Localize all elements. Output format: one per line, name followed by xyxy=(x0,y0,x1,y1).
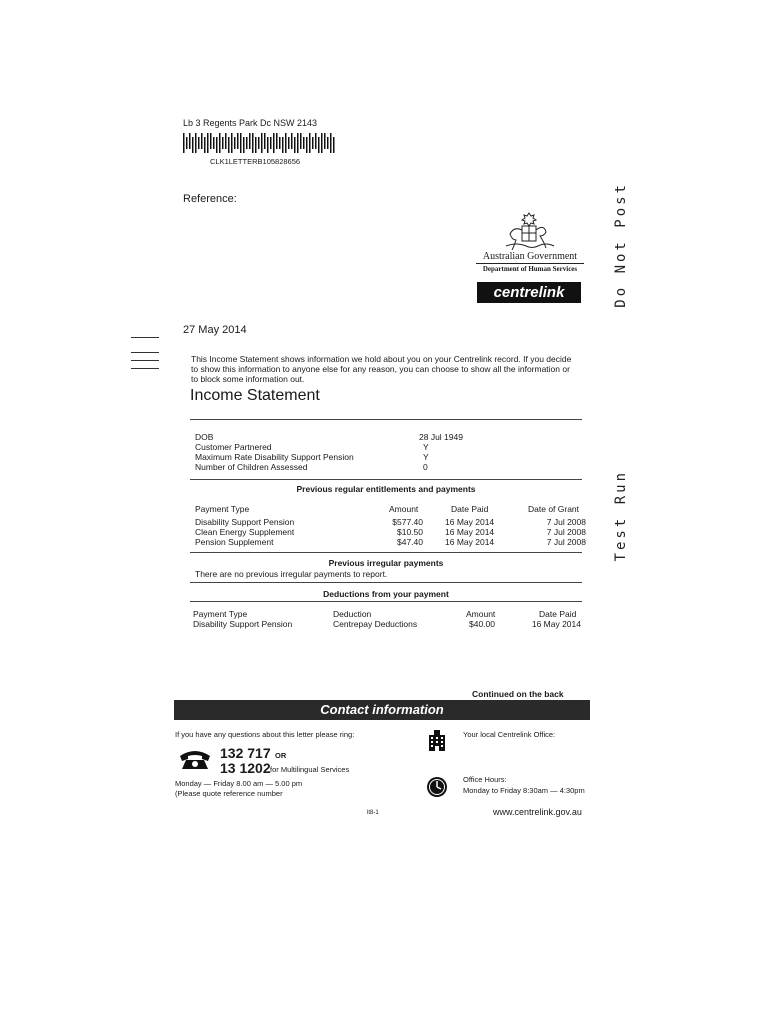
title-divider xyxy=(190,419,582,420)
section-divider xyxy=(190,582,582,583)
column-header: Amount xyxy=(466,609,496,619)
detail-row xyxy=(195,442,495,452)
table-cell: Centrepay Deductions xyxy=(333,619,418,629)
test-run-stamp: Test Run xyxy=(613,470,629,562)
irregular-heading: Previous irregular payments xyxy=(328,558,444,568)
table-row xyxy=(195,537,587,547)
deductions-table xyxy=(193,609,585,633)
detail-value: 28 Jul 1949 xyxy=(419,432,463,442)
regular-payments-table xyxy=(195,504,587,548)
table-cell: $577.40 xyxy=(392,517,423,527)
centrelink-logo: centrelink xyxy=(477,282,581,303)
table-cell: 7 Jul 2008 xyxy=(546,537,586,547)
table-row xyxy=(195,527,587,537)
do-not-post-stamp: Do Not Post xyxy=(613,182,629,308)
table-cell: 16 May 2014 xyxy=(445,517,495,527)
logo-divider xyxy=(476,263,584,264)
detail-label: Customer Partnered xyxy=(195,442,272,452)
table-cell: Pension Supplement xyxy=(195,537,274,547)
table-cell: Disability Support Pension xyxy=(195,517,295,527)
form-code: lt8-1 xyxy=(367,810,379,816)
clock-icon xyxy=(426,776,448,798)
section-divider xyxy=(190,552,582,553)
table-cell: Disability Support Pension xyxy=(193,619,293,629)
table-row xyxy=(193,619,585,629)
column-header: Payment Type xyxy=(193,609,248,619)
phone-hours: Monday — Friday 8.00 am — 5.00 pm xyxy=(175,779,303,788)
detail-label: Number of Children Assessed xyxy=(195,462,308,472)
barcode-text: CLK1LETTERB105828656 xyxy=(210,157,301,166)
fold-mark xyxy=(131,368,159,369)
office-hours: Monday to Friday 8:30am — 4:30pm xyxy=(463,786,585,795)
website-link[interactable]: www.centrelink.gov.au xyxy=(493,807,582,817)
table-cell: 16 May 2014 xyxy=(445,527,495,537)
regular-heading: Previous regular entitlements and payments xyxy=(296,484,476,494)
detail-row xyxy=(195,432,495,442)
phone-or: OR xyxy=(275,751,287,760)
barcode-icon xyxy=(183,133,335,153)
column-header: Date Paid xyxy=(539,609,577,619)
contact-banner: Contact information xyxy=(174,700,590,720)
reference-label: Reference: xyxy=(183,193,237,205)
continued-note: Continued on the back xyxy=(472,689,564,699)
department-name: Department of Human Services xyxy=(482,265,578,273)
table-header xyxy=(193,609,585,619)
mail-address: Lb 3 Regents Park Dc NSW 2143 xyxy=(183,118,318,128)
detail-label: DOB xyxy=(195,432,214,442)
page-title: Income Statement xyxy=(190,387,320,404)
column-header: Payment Type xyxy=(195,504,250,514)
details-table xyxy=(195,432,495,476)
table-cell: 7 Jul 2008 xyxy=(546,517,586,527)
letter-date: 27 May 2014 xyxy=(183,324,247,336)
detail-row xyxy=(195,452,495,462)
column-header: Deduction xyxy=(333,609,372,619)
table-header xyxy=(195,504,587,514)
phone-number-multilingual: 13 1202 xyxy=(220,760,271,776)
phone-number-main: 132 717 xyxy=(220,745,271,761)
table-cell: $47.40 xyxy=(397,537,423,547)
irregular-text: There are no previous irregular payments to report. xyxy=(195,569,388,579)
detail-value: Y xyxy=(423,452,429,462)
table-cell: Clean Energy Supplement xyxy=(195,527,295,537)
intro-text: This Income Statement shows information we hold about you on your Centrelink record. If you decide to show this information to anyone else for any reason, you can choose to show all the information or to block some information out. xyxy=(191,354,572,384)
multilingual-label: for Multilingual Services xyxy=(270,765,350,774)
contact-questions: If you have any questions about this letter please ring: xyxy=(175,730,355,739)
section-divider xyxy=(190,601,582,602)
deductions-heading: Deductions from your payment xyxy=(323,589,449,599)
reference-note: (Please quote reference number xyxy=(175,789,283,798)
coat-of-arms-icon xyxy=(502,210,556,254)
column-header: Amount xyxy=(389,504,419,514)
section-divider xyxy=(190,479,582,480)
column-header: Date of Grant xyxy=(528,504,580,514)
table-row xyxy=(195,517,587,527)
office-building-icon xyxy=(426,729,448,751)
table-cell: 7 Jul 2008 xyxy=(546,527,586,537)
table-cell: 16 May 2014 xyxy=(531,619,581,629)
table-cell: $40.00 xyxy=(469,619,495,629)
column-header: Date Paid xyxy=(451,504,489,514)
government-name: Australian Government xyxy=(482,251,578,262)
telephone-icon xyxy=(178,748,212,770)
fold-mark xyxy=(131,337,159,338)
detail-row xyxy=(195,462,495,472)
detail-value: Y xyxy=(423,442,429,452)
table-cell: 16 May 2014 xyxy=(445,537,495,547)
fold-mark xyxy=(131,360,159,361)
postal-barcode xyxy=(183,133,335,153)
office-label: Your local Centrelink Office: xyxy=(463,730,556,739)
detail-value: 0 xyxy=(423,462,428,472)
table-cell: $10.50 xyxy=(397,527,423,537)
office-hours-label: Office Hours: xyxy=(463,775,507,784)
detail-label: Maximum Rate Disability Support Pension xyxy=(195,452,354,462)
fold-mark xyxy=(131,352,159,353)
